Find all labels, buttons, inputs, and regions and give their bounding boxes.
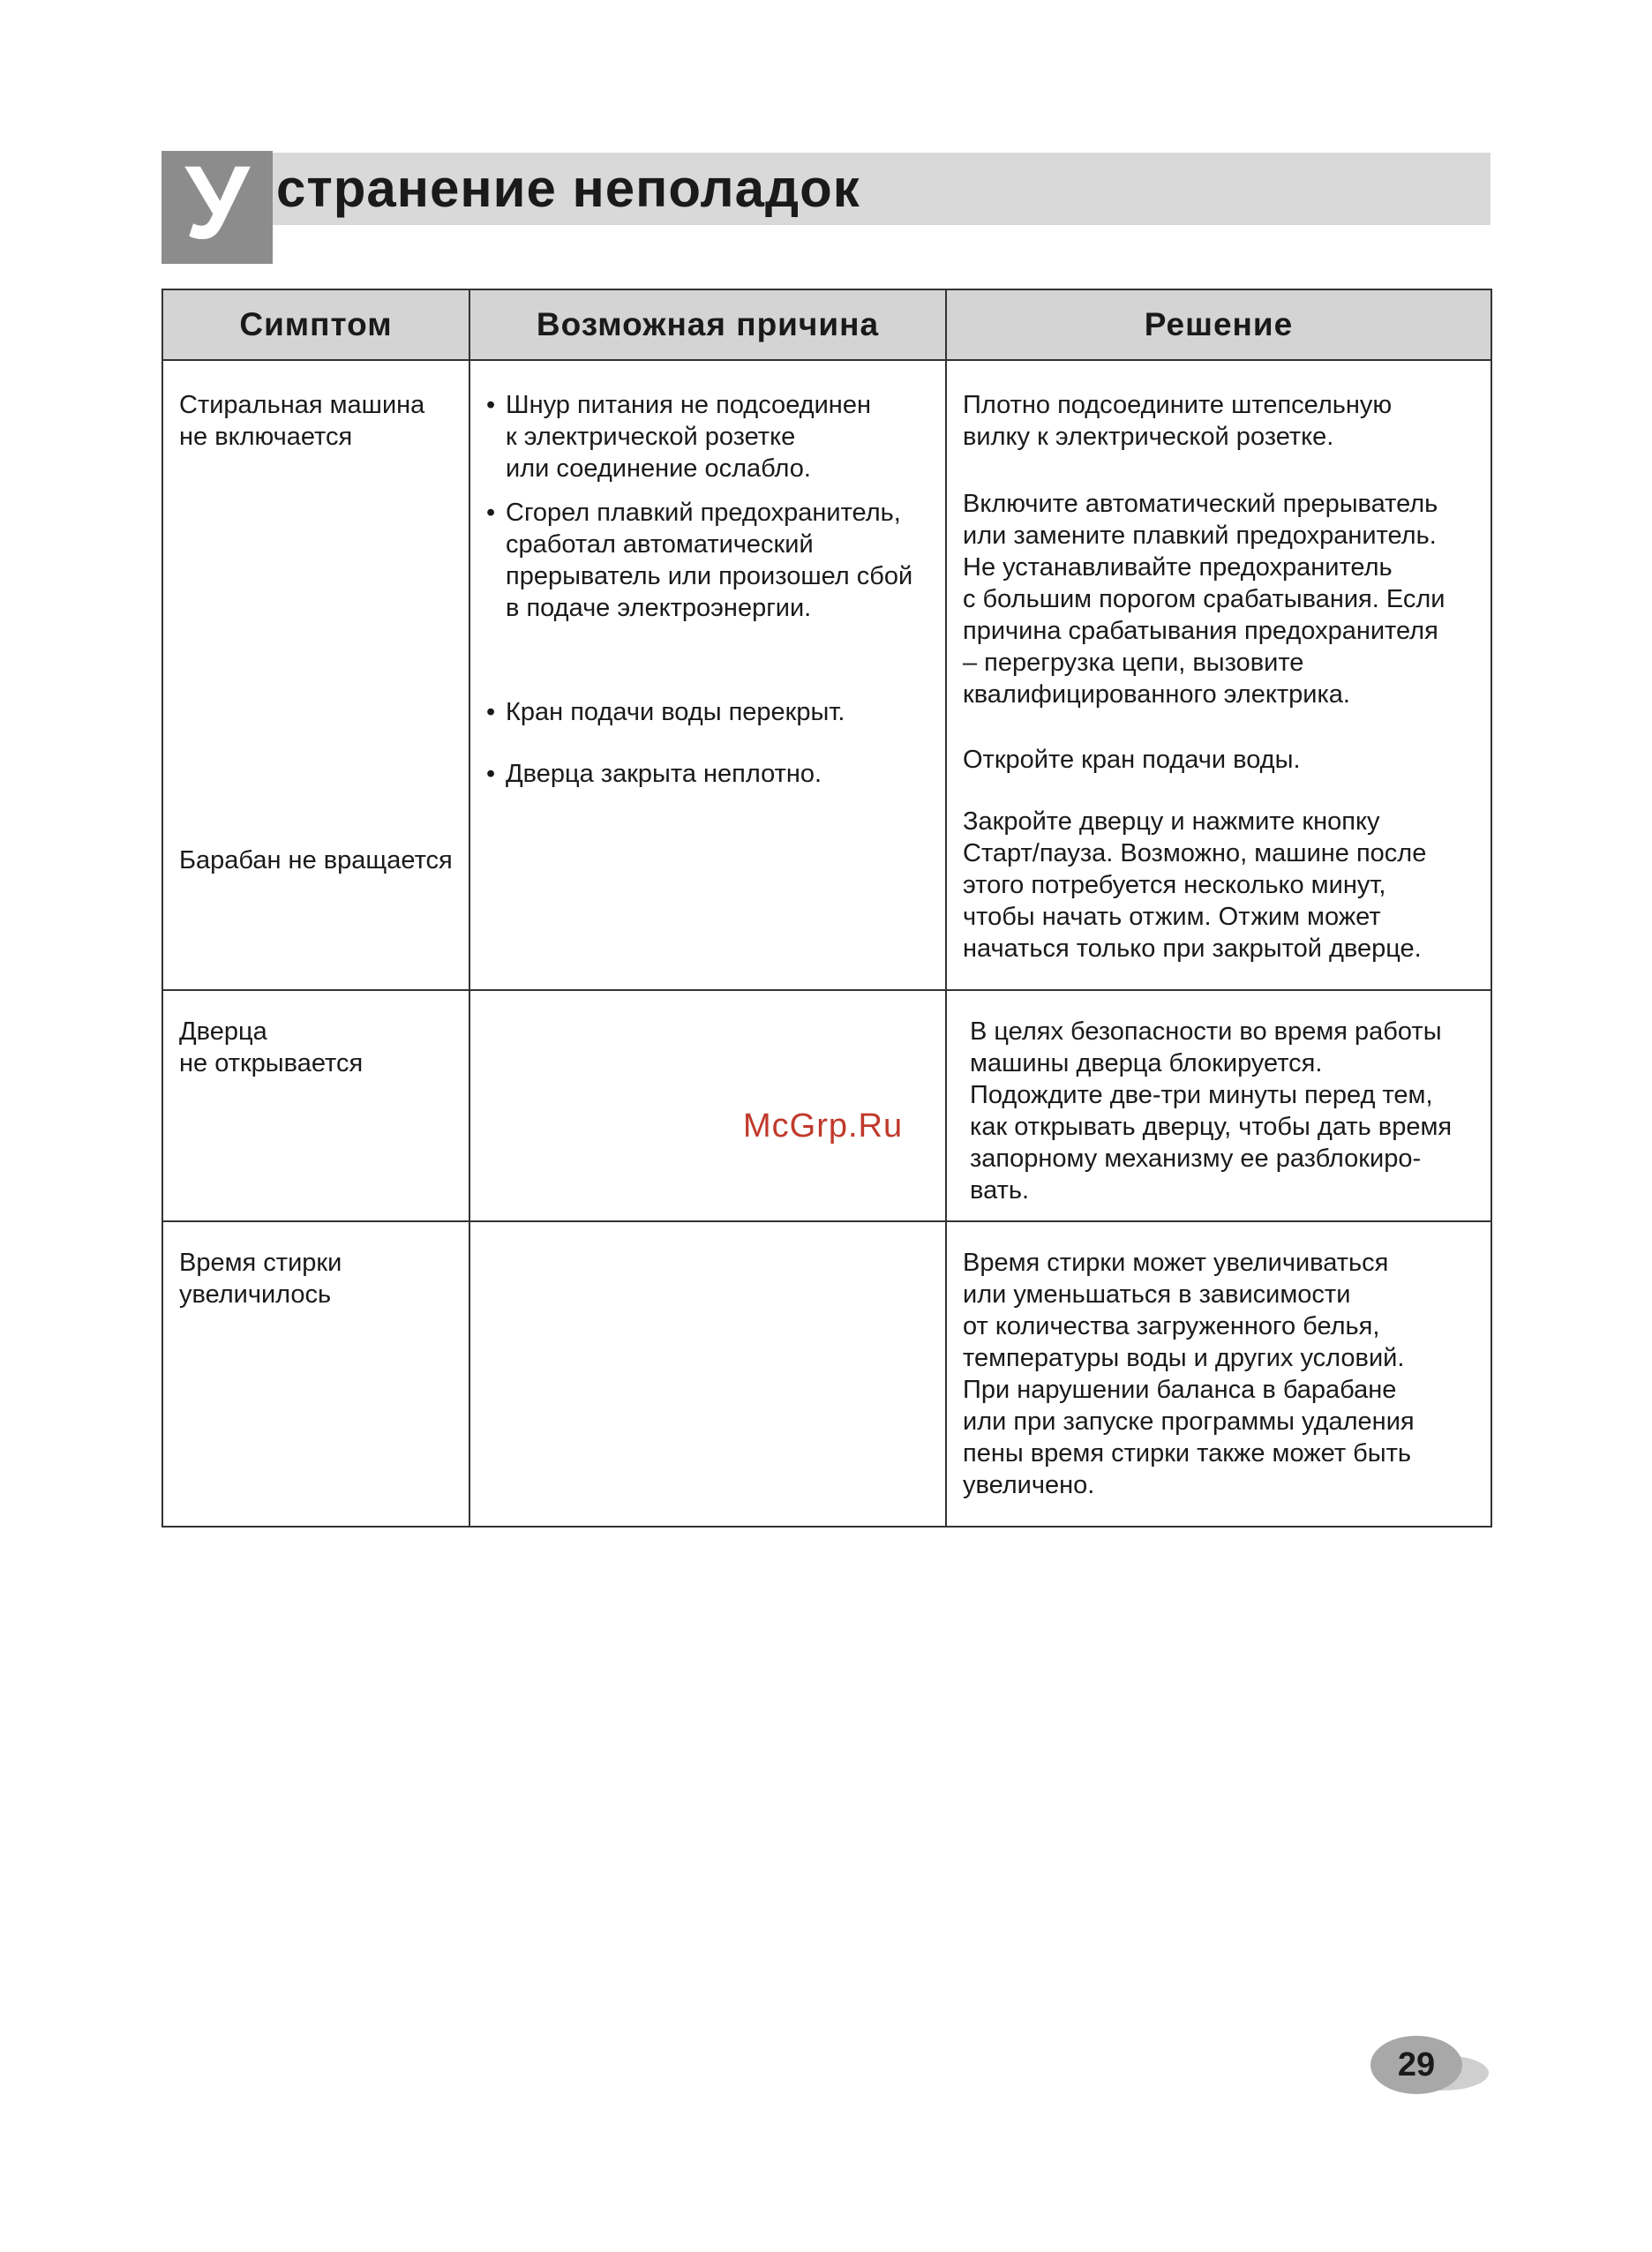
solution-text: В целях безопасности во время работы машины дверца блокируется. Подождите две-три минуты перед тем, как открывать дверцу, чтобы дать время запорному механизму ее разблокиро- вать. [970,1017,1453,1205]
solution-text: Время стирки может увеличиваться или уменьшаться в зависимости от количества загруженного белья, температуры воды и других условий. При нарушении баланса в барабане или при запуске программы удаления пены время стирки также может быть увеличено. [963,1249,1415,1499]
cause-text: Сгорел плавкий предохранитель, сработал автоматический прерыватель или произошел сбой в подаче электроэнергии. [506,499,913,622]
bullet-icon: • [486,391,496,419]
title-initial: У [161,151,273,264]
symptom-cell-content [163,389,469,875]
solution-text: Откройте кран подачи воды. [963,746,1301,774]
cause-cell [469,1221,946,1527]
page-title-bar [161,145,1491,264]
page-number-badge [1370,2036,1494,2098]
cause-cell-content [470,389,945,790]
symptom-text: Барабан не вращается [179,846,453,875]
solution-cell-content [947,389,1491,965]
cause-text: Кран подачи воды перекрыт. [506,698,845,726]
solution-text: Плотно подсоедините штепсельную вилку к электрической розетке. [963,391,1393,451]
page-title: странение неполадок [276,159,860,218]
cause-item [486,389,929,484]
symptom-cell-content [163,1016,469,1079]
table-row [162,1221,1491,1527]
cause-item [486,696,929,728]
solution-cell-content [947,1016,1491,1206]
table-header-row [162,289,1491,360]
symptom-text: Стиральная машина не включается [179,391,425,451]
cause-text: Дверца закрыта неплотно. [506,760,822,788]
cause-cell [469,360,946,990]
solution-cell-content [947,1247,1491,1501]
solution-text: Включите автоматический прерыватель или замените плавкий предохранитель. Не устанавливайте предохранитель с большим порогом срабатывания. Если причина срабатывания предохранителя – перегрузка цепи, вызовите квалифицированного электрика. [963,490,1446,709]
table-row [162,360,1491,990]
cause-cell [469,990,946,1221]
cause-item [486,497,929,624]
solution-cell [946,990,1491,1221]
table-row [162,990,1491,1221]
bullet-icon: • [486,698,496,726]
symptom-cell-content [163,1247,469,1310]
solution-cell [946,1221,1491,1527]
symptom-text: Время стирки увеличилось [179,1249,342,1309]
solution-cell [946,360,1491,990]
symptom-text: Дверца не открывается [179,1017,364,1077]
table-body [162,360,1491,1527]
cause-text: Шнур питания не подсоединен к электрической розетке или соединение ослабло. [506,391,871,483]
header-solution: Решение [946,289,1491,360]
troubleshooting-table [161,289,1492,1528]
page-number: 29 [1397,2046,1436,2083]
bullet-icon: • [486,760,496,788]
solution-text: Закройте дверцу и нажмите кнопку Старт/пауза. Возможно, машине после этого потребуется несколько минут, чтобы начать отжим. Отжим может начаться только при закрытой дверце. [963,807,1427,963]
header-cause: Возможная причина [469,289,946,360]
header-symptom: Симптом [162,289,469,360]
symptom-cell [162,1221,469,1527]
bullet-icon: • [486,499,496,527]
watermark: McGrp.Ru [743,1107,904,1145]
cause-item [486,758,929,790]
symptom-cell [162,360,469,990]
symptom-cell [162,990,469,1221]
